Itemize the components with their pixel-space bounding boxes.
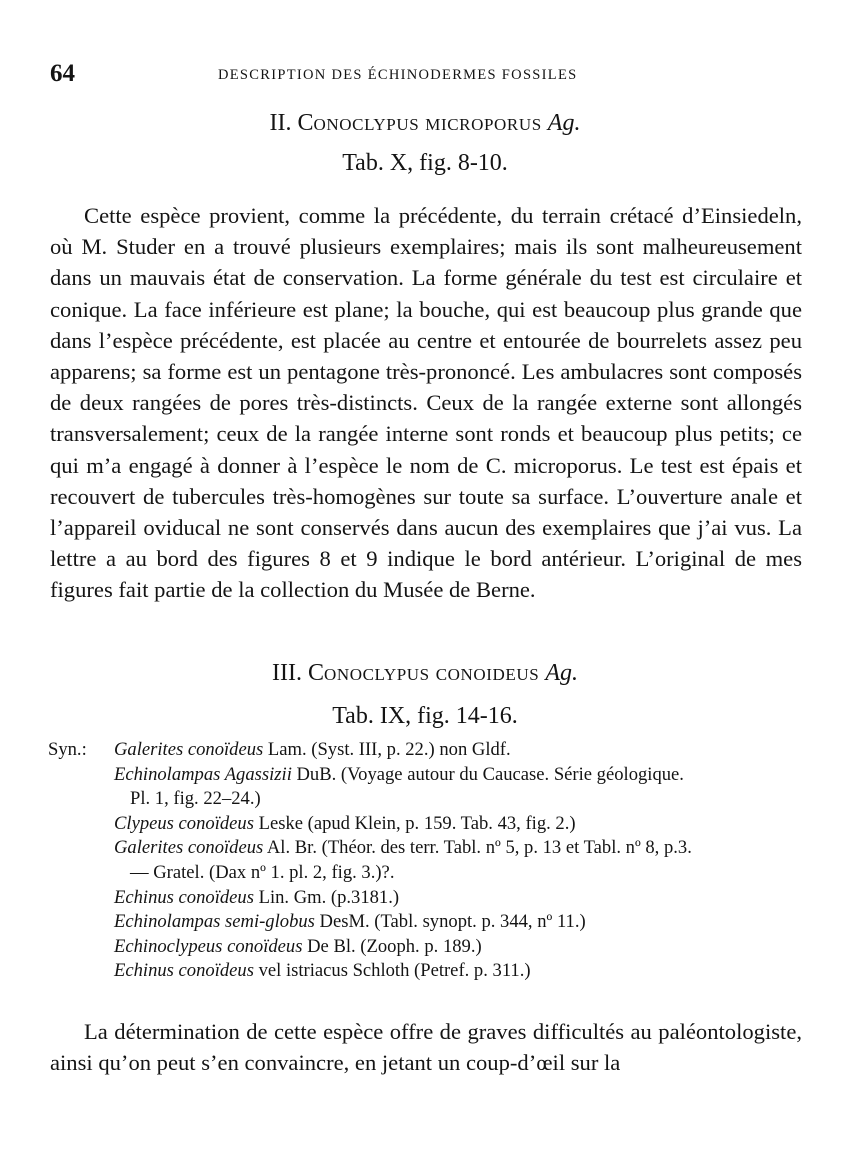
synonym-entry: Echinoclypeus conoïdeus De Bl. (Zooph. p. 189.): [114, 935, 482, 957]
synonym-entry-continuation: Pl. 1, fig. 22–24.): [130, 788, 261, 810]
synonymy-label: Syn.:: [48, 739, 87, 760]
synonym-entry: Clypeus conoïdeus Leske (apud Klein, p. 159. Tab. 43, fig. 2.): [114, 812, 576, 834]
section-numeral: II.: [269, 110, 292, 136]
plate-reference: Tab. X, fig. 8-10.: [342, 150, 508, 176]
synonym-entry: Echinus conoïdeus Lin. Gm. (p.3181.): [114, 886, 400, 908]
discussion-paragraph: La détermination de cette espèce offre de graves difficultés au paléontologiste, ainsi qu’on peut s’en convaincre, en jetant un coup-d’œil sur la: [50, 1019, 802, 1076]
synonym-entry-continuation: — Gratel. (Dax nº 1. pl. 2, fig. 3.)?.: [130, 861, 395, 883]
author-abbrev: Ag.: [547, 110, 581, 136]
synonym-entry: Echinus conoïdeus vel istriacus Schloth (Petref. p. 311.): [114, 960, 531, 982]
synonym-entry: Galerites conoïdeus Lam. (Syst. III, p. 22.) non Gldf.: [114, 739, 511, 760]
page-number: 64: [50, 60, 75, 87]
section-numeral: III.: [271, 660, 302, 686]
genus-name: CONOCLYPUS: [297, 110, 420, 136]
species-name: CONOIDEUS: [435, 665, 540, 684]
synonym-entry: Echinolampas semi-globus DesM. (Tabl. synopt. p. 344, nº 11.): [114, 911, 586, 933]
author-abbrev: Ag.: [545, 660, 578, 686]
plate-reference: Tab. IX, fig. 14-16.: [332, 703, 518, 729]
synonym-entry: Echinolampas Agassizii DuB. (Voyage autour du Caucase. Série géologique.: [114, 763, 684, 785]
synonym-entry: Galerites conoïdeus Al. Br. (Théor. des terr. Tabl. nº 5, p. 13 et Tabl. nº 8, p.3.: [114, 837, 692, 859]
section-heading-microporus: [0, 110, 850, 137]
description-paragraph: Cette espèce provient, comme la précédente, du terrain crétacé d’Einsiedeln, où M. Studer en a trouvé plusieurs exemplaires; mais ils sont malheureusement dans un mauvais état de conservation. La forme générale du test est circulaire et conique. La face inférieure est plane; la bouche, qui est beaucoup plus grande que dans l’espèce précédente, est placée au centre et entourée de bourrelets assez peu apparens; sa forme est un pentagone très-prononcé. Les ambulacres sont composés de deux rangées de pores très-distincts. Ceux de la rangée externe sont allongés transversalement; ceux de la rangée interne sont ronds et beaucoup plus petits; ce qui m’a engagé à donner à l’espèce le nom de C. microporus. Le test est épais et recouvert de tubercules très-homogènes sur toute sa surface. L’ouverture anale et l’appareil oviducal ne sont conservés dans aucun des exemplaires que j’ai vus. La lettre a au bord des figures 8 et 9 indique le bord antérieur. L’original de mes figures fait partie de la collection du Musée de Berne.: [50, 203, 802, 603]
genus-name: CONOCLYPUS: [307, 660, 430, 686]
running-title: DESCRIPTION DES ÉCHINODERMES FOSSILES: [218, 67, 578, 83]
species-name: MICROPORUS: [425, 115, 542, 134]
section-heading-conoideus: [0, 660, 850, 687]
synonymy-list: [48, 738, 818, 984]
running-head: [50, 62, 810, 90]
